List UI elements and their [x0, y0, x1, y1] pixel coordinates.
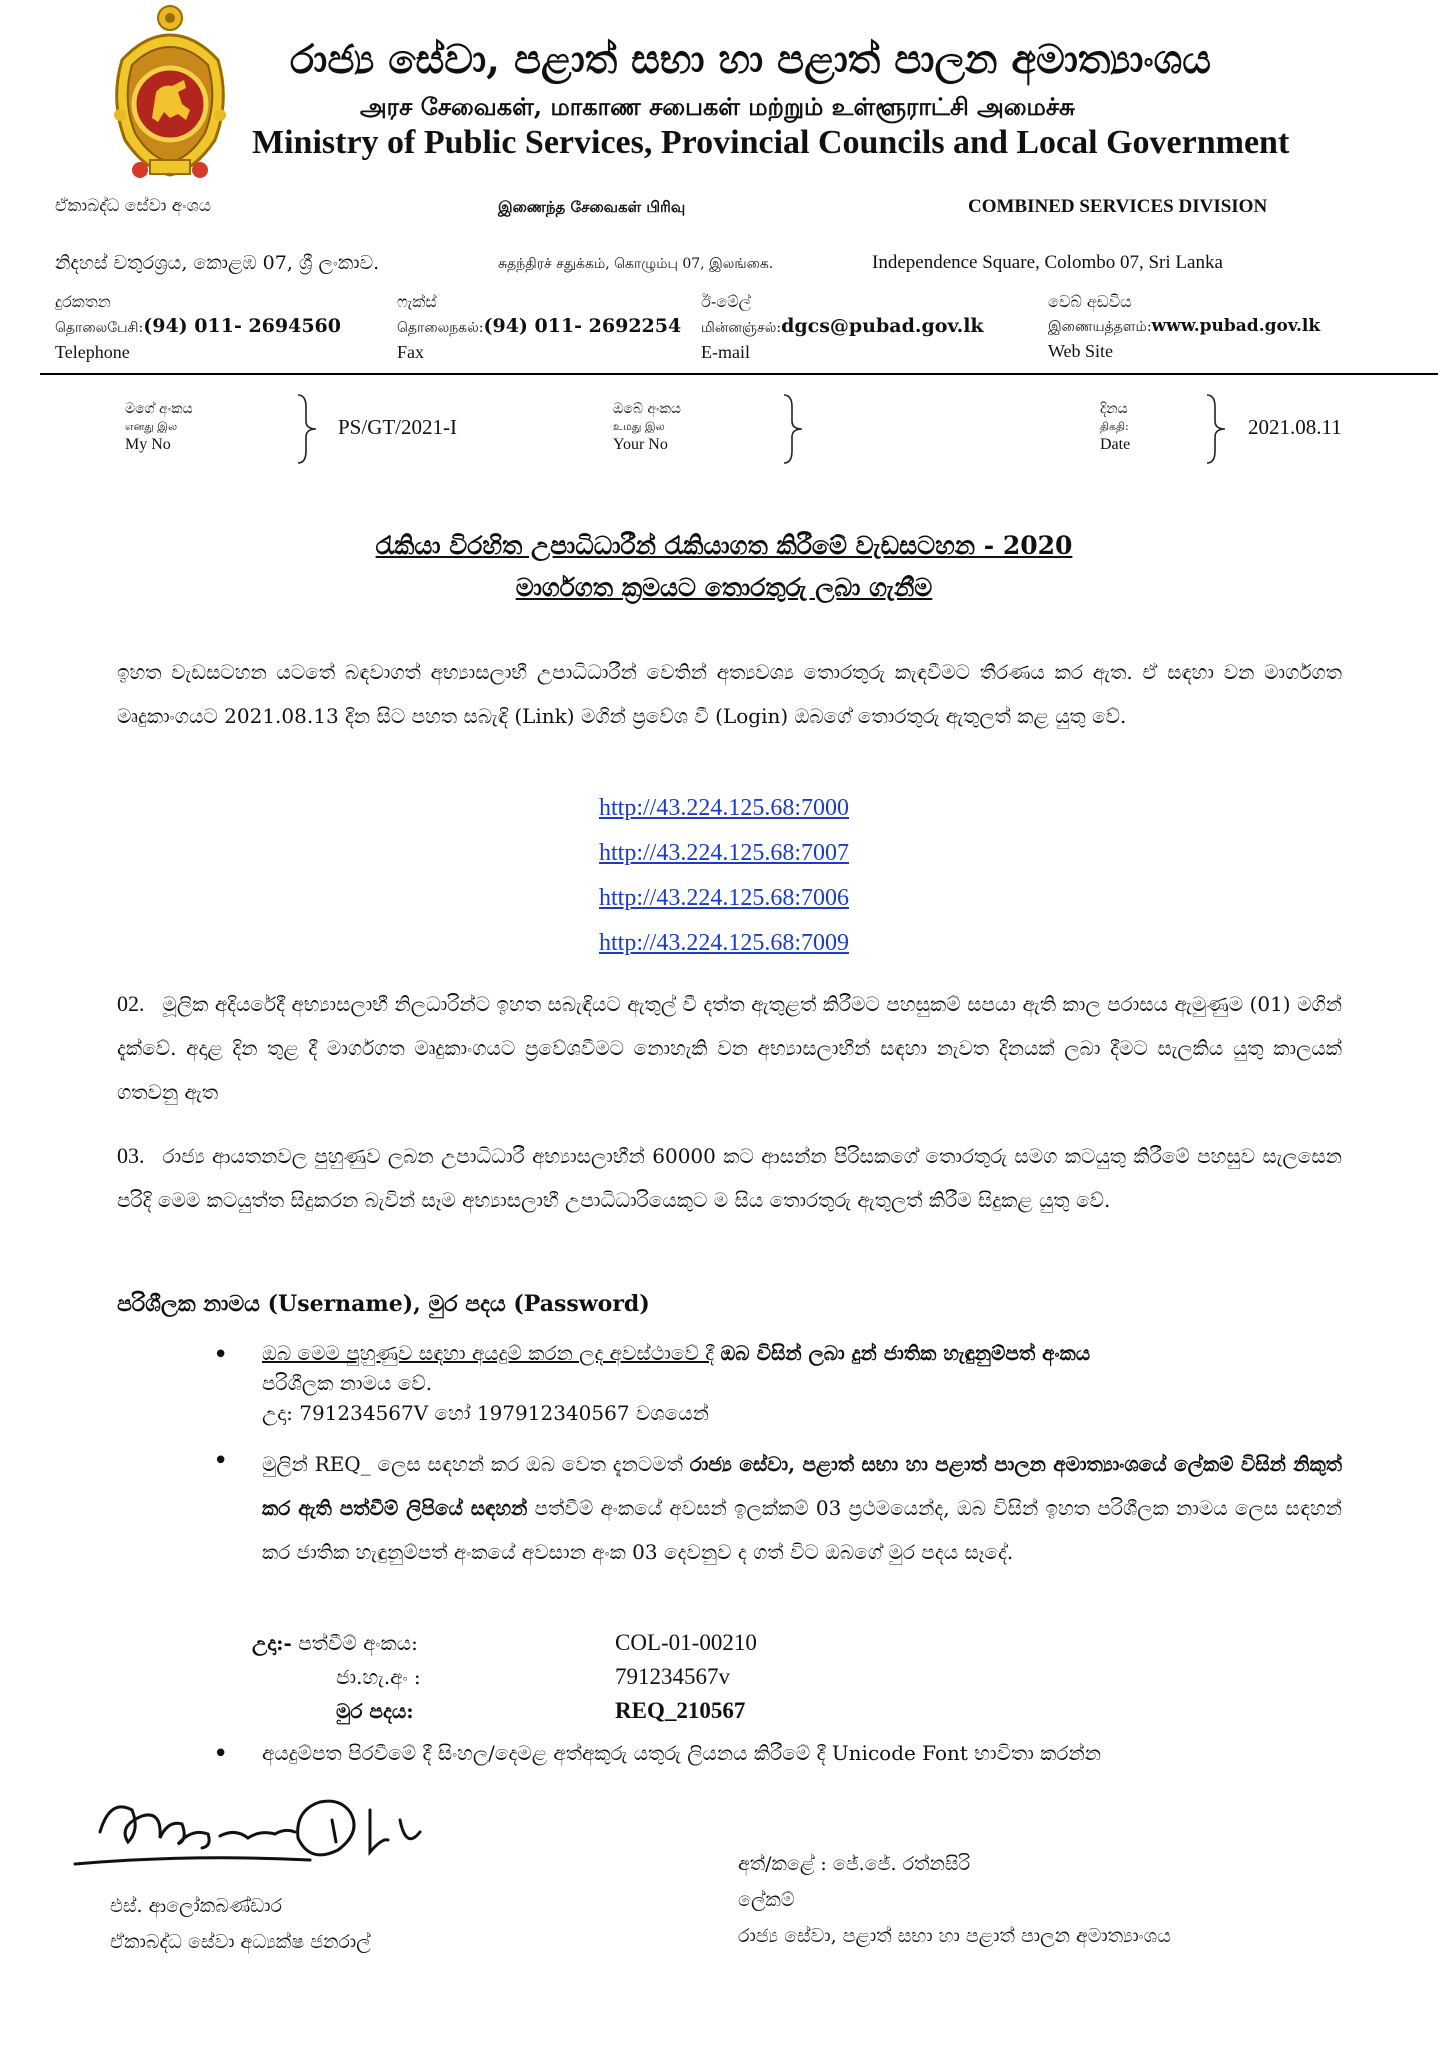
fax-label-si: ෆැක්ස්: [397, 292, 437, 311]
web-label-en: Web Site: [1048, 341, 1114, 361]
paragraph-1: ඉහත වැඩසටහන යටතේ බඳවාගත් අභ්‍යාසලාභී උපාධිධාරීන් වෙතින් අත්‍යවශ්‍ය තොරතුරු කැඳවීමට තීරණය කර ඇත. ඒ සඳහා වන මාර්ගගත මෘදුකාංගයට 2021.08.13 දින සිට පහත සබැඳි (Link) මගින් ප්‍රවේශ වී (Login) ඔබගේ තොරතුරු ඇතුලත් කළ යුතු වේ.: [117, 660, 1342, 728]
address-tamil: சுதந்திரச் சதுக்கம், கொழும்பு 07, இலங்கை.: [498, 256, 774, 272]
web-label-si: වෙබ් අඩවිය: [1048, 292, 1132, 311]
division-english: COMBINED SERVICES DIVISION: [968, 196, 1268, 217]
signatory-left-title: ඒකාබද්ධ සේවා අධ්‍යක්ෂ ජනරාල්: [110, 1931, 371, 1953]
division-tamil: இணைந்த சேவைகள் பிரிவு: [498, 198, 686, 216]
telephone-number: (94) 011- 2694560: [143, 315, 341, 337]
my-no-label-si: මගේ අංකය: [125, 401, 193, 417]
bullet-1-bold: ඔබ විසින් ලබා දුන් ජාතික හැඳුනුම්පත් අංකය: [720, 1341, 1091, 1365]
nic-label: ජා.හැ.අං :: [336, 1665, 421, 1689]
link-port-7009[interactable]: http://43.224.125.68:7009: [598, 930, 849, 956]
header-divider: [40, 373, 1438, 375]
email-block: [701, 290, 984, 364]
fax-block: [397, 290, 681, 364]
example-prefix: උදා:-: [252, 1631, 292, 1655]
telephone-label-si: දුරකතන: [55, 292, 111, 311]
appointment-value: COL-01-00210: [615, 1630, 757, 1655]
telephone-label-en: Telephone: [55, 342, 130, 362]
sri-lanka-emblem-icon: [100, 0, 240, 190]
bullet-2-text-a: මුලින් REQ_ ලෙස සඳහන් කර ඔබ වෙත දැනටමත්: [262, 1452, 683, 1476]
appointment-label: පත්වීම් අංකය:: [298, 1631, 418, 1655]
bullet-username: [262, 1338, 1342, 1428]
fax-number: (94) 011- 2692254: [483, 315, 682, 337]
your-number-labels: [613, 400, 681, 454]
nic-value: 791234567v: [615, 1664, 730, 1689]
letter-title: රැකියා විරහිත උපාධිධාරීන් රැකියාගත කිරීමේ වැඩසටහන - 2020: [375, 531, 1073, 560]
my-number-labels: [125, 400, 193, 454]
bullet-1-rest: පරිශීලක නාමය වේ.: [262, 1371, 433, 1395]
bullet-password: [262, 1442, 1342, 1574]
email-label-si: ඊ-මේල්: [701, 292, 751, 311]
bullet-dot: •: [213, 1739, 229, 1769]
paragraph-2-text: මූලික අදියරේදී අභ්‍යාසලාභී නිලධාරින්ට ඉහත සබැඳියට ඇතුල් වී දත්ත ඇතුළත් කිරීමට පහසුකම් සපයා ඇති කාල පරාසය ඇමුණුම (01) මගින් දැක්වේ. අදාළ දින තුළ දී මාර්ගගත මෘදුකාංගයට ප්‍රවේශවීමට නොහැකි වන අභ්‍යාසලාභීන් සඳහා නැවත දිනයක් ලබා දීමට සැලකිය යුතු කාලයක් ගතවනු ඇත: [117, 992, 1342, 1104]
signatory-right-line-3: රාජ්‍ය සේවා, පළාත් සභා හා පළාත් පාලන අමාත්‍යාංශය: [738, 1925, 1171, 1947]
email-address: dgcs@pubad.gov.lk: [781, 315, 984, 337]
date-labels: [1100, 400, 1130, 454]
password-value: REQ_210567: [615, 1698, 746, 1723]
signatory-right: [738, 1846, 1171, 1954]
brace-icon: [296, 393, 318, 465]
bullet-dot: •: [213, 1340, 229, 1370]
bullet-2-bold: රාජ්‍ය සේවා, පළාත් සභා හා පළාත් පාලන අමාත්‍යාංශයේ ලේකම් විසින් නිකුත් කර ඇති පත්වීම් ලිපියේ සඳහන්: [262, 1452, 1343, 1520]
paragraph-3-text: රාජ්‍ය ආයතනවල පුහුණුව ලබන උපාධිධාරී අභ්‍යාසලාභීන් 60000 කට ආසන්න පිරිසකගේ තොරතුරු සමග කටයුතු කිරීමේ පහසුව සැලසෙන පරිදි මෙම කටයුත්ත සිදුකරන බැවින් සෑම අභ්‍යාසලාභී උපාධිධාරියෙකුට ම සිය තොරතුරු ඇතුලත් කිරීම සිදුකළ යුතු වේ.: [117, 1144, 1342, 1212]
my-no-label-en: My No: [125, 436, 171, 453]
signatory-left-name: එස්. ආලෝකබණ්ඩාර: [110, 1895, 282, 1917]
ministry-name-tamil: அரச சேவைகள், மாகாண சபைகள் மற்றும் உள்ளூராட்சி அமைச்சு: [360, 92, 1075, 121]
bullet-1-example: උදා: 791234567V හෝ 197912340567 වශයෙන්: [262, 1401, 709, 1425]
example-values: [615, 1626, 757, 1728]
your-no-label-si: ඔබේ අංකය: [613, 401, 681, 417]
paragraph-3-number: 03.: [117, 1143, 145, 1168]
bullet-unicode-note: අයදුම්පත පිරවීමේ දී සිංහල/දෙමළ අත්අකුරු යතුරු ලියනය කිරීමේ දී Unicode Font භාවිතා කරන්න: [262, 1741, 1101, 1765]
fax-label-en: Fax: [397, 342, 424, 362]
signatory-right-line-1: අත්/කළේ : ජේ.ජේ. රත්නසිරි: [738, 1853, 971, 1875]
paragraph-3: [117, 1134, 1342, 1222]
bullet-1-underlined: ඔබ මෙම පුහුණුව සඳහා අයදුම් කරන ලද අවස්ථාවේ දී: [262, 1341, 715, 1365]
telephone-block: [55, 290, 341, 364]
bullet-2-text-b: පත්වීම් අංකයේ අවසන් ඉලක්කම් 03 ප්‍රථමයෙන්ද, ඔබ විසින් ඉහත පරිශීලක නාමය ලෙස සඳහන් කර ජාතික හැඳුනුම්පත් අංකයේ අවසාන අංක 03 දෙවනුව ද ගත් විට ඔබගේ මුර පදය සෑදේ.: [262, 1496, 1342, 1564]
signatory-right-line-2: ලේකම්: [738, 1889, 795, 1911]
date-label-en: Date: [1100, 436, 1131, 453]
bullet-dot: •: [213, 1446, 229, 1476]
email-label-ta: மின்னஞ்சல்:: [701, 320, 782, 336]
credentials-heading: පරිශීලක නාමය (Username), මුර පදය (Password): [117, 1291, 650, 1317]
paragraph-2: [117, 982, 1342, 1114]
website-block: [1048, 290, 1320, 363]
password-label: මුර පදය:: [336, 1699, 414, 1723]
date-value: 2021.08.11: [1248, 415, 1342, 439]
link-port-7007[interactable]: http://43.224.125.68:7007: [598, 840, 849, 866]
letter-subtitle: මාර්ගගත ක්‍රමයට තොරතුරු ලබා ගැනීම: [515, 573, 933, 602]
your-no-label-en: Your No: [613, 436, 668, 453]
brace-icon: [782, 393, 804, 465]
telephone-label-ta: தொலைபேசி:: [55, 320, 144, 336]
my-no-label-ta: எனது இல: [125, 420, 178, 433]
handwritten-signature-icon: [70, 1780, 480, 1890]
date-label-si: දිනය: [1100, 401, 1128, 417]
division-sinhala: ඒකාබද්ධ සේවා අංශය: [55, 196, 211, 216]
ministry-name-english: Ministry of Public Services, Provincial Councils and Local Government: [252, 124, 1290, 161]
login-links: [0, 786, 1448, 966]
fax-label-ta: தொலைநகல்:: [397, 320, 484, 336]
my-number-value: PS/GT/2021-I: [338, 415, 458, 439]
your-no-label-ta: உமது இல: [613, 420, 665, 433]
email-label-en: E-mail: [701, 342, 750, 362]
link-port-7000[interactable]: http://43.224.125.68:7000: [598, 795, 849, 821]
signatory-left: [110, 1888, 371, 1960]
example-labels: [252, 1626, 421, 1728]
address-sinhala: නිදහස් චතුරශ්‍රය, කොළඹ 07, ශ්‍රී ලංකාව.: [55, 252, 380, 274]
address-english: Independence Square, Colombo 07, Sri Lanka: [872, 252, 1223, 273]
link-port-7006[interactable]: http://43.224.125.68:7006: [598, 885, 849, 911]
paragraph-2-number: 02.: [117, 991, 145, 1016]
brace-icon: [1205, 393, 1227, 465]
date-label-ta: திகதி:: [1100, 420, 1129, 433]
ministry-name-sinhala: රාජ්‍ය සේවා, පළාත් සභා හා පළාත් පාලන අමාත්‍යාංශය: [290, 36, 1211, 83]
web-label-ta: இணையத்தளம்:: [1048, 319, 1152, 335]
website-url: www.pubad.gov.lk: [1151, 316, 1321, 336]
